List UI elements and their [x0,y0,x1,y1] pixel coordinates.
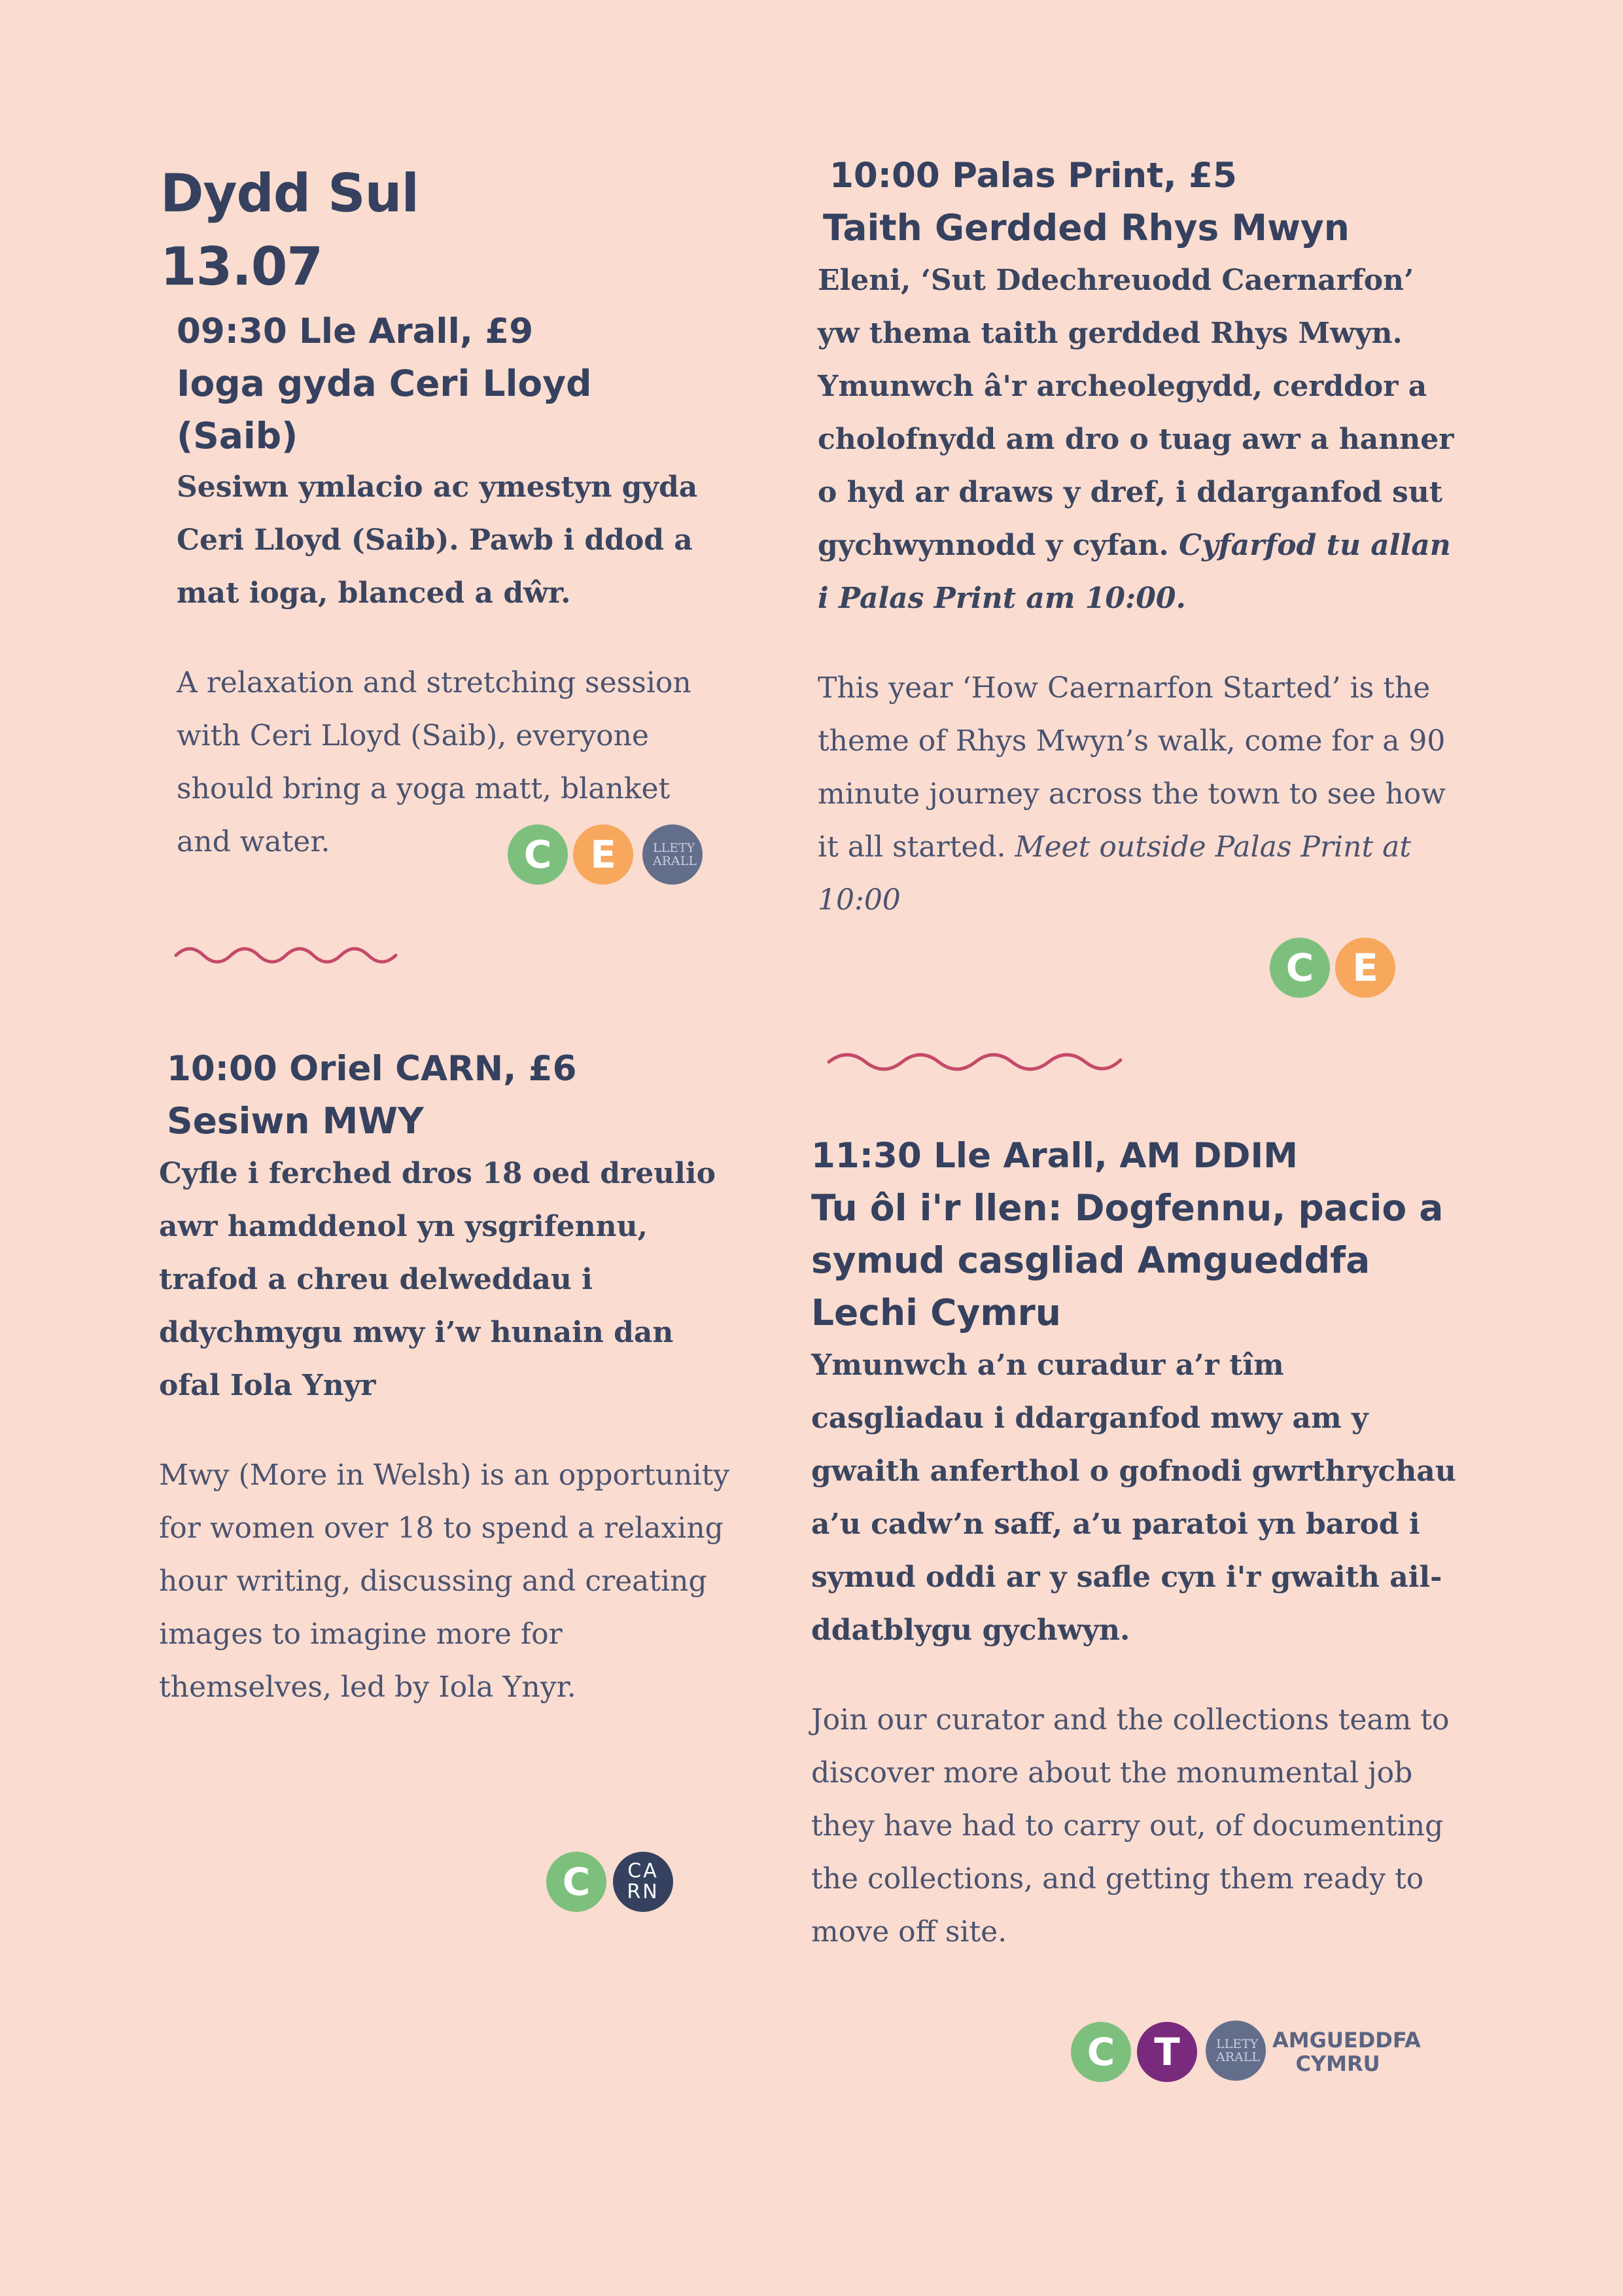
event-welsh-text: Ymunwch a’n curadur a’r tîm casgliadau i ddarganfod mwy am y gwaith anferthol o gofnodi gwrthrychau a’u cadw’n saff, a’u paratoi yn barod i symud oddi ar y safle cyn i'r gwaith ail-ddatblygu gychwyn. [811,1349,1456,1647]
event-curator [811,1131,1459,1958]
event-time-place: 11:30 Lle Arall, AM DDIM [811,1136,1298,1176]
event-welsh-body: Eleni, ‘Sut Ddechreuodd Caernarfon’ yw thema taith gerdded Rhys Mwyn. Ymunwch â'r archeolegydd, cerddor a cholofnydd am dro o tuag awr a hanner o hyd ar draws y dref, i ddarganfod sut gychwynnodd y cyfan. [818,264,1454,562]
badge-t-icon: T [1137,2022,1197,2082]
event-english-meeting: Meet outside Palas Print at 10:00 [818,830,1412,917]
event-english-text [818,662,1459,927]
badge-c-icon: C [546,1852,606,1912]
carn-logo-text: CA RN [627,1860,659,1903]
event-time-place: 09:30 Lle Arall, £9 [177,311,534,351]
event-english-body: This year ‘How Caernarfon Started’ is the theme of Rhys Mwyn’s walk, come for a 90 minute journey across the town to see how it all started. [818,671,1446,864]
event-title: Ioga gyda Ceri Lloyd (Saib) [177,362,592,457]
event-time-place: 10:00 Palas Print, £5 [829,156,1237,196]
badge-c-icon: C [1270,938,1330,998]
event-walk [818,150,1459,927]
day-heading [160,157,419,304]
badge-e-icon: E [1335,938,1395,998]
event-welsh-text: Cyfle i ferched dros 18 oed dreulio awr hamddenol yn ysgrifennu, trafod a chreu delweddau i ddychmygu mwy i’w hunain dan ofal Iola Ynyr [159,1157,716,1402]
event-title: Sesiwn MWY [167,1100,424,1142]
day-date: 13.07 [160,236,323,297]
event-english-text: Mwy (More in Welsh) is an opportunity for women over 18 to spend a relaxing hour writing, discussing and creating images to imagine more for themselves, led by Iola Ynyr. [159,1458,730,1704]
event-english-text: A relaxation and stretching session with Ceri Lloyd (Saib), everyone should bring a yoga matt, blanket and water. [177,666,691,858]
event-title: Taith Gerdded Rhys Mwyn [823,207,1350,249]
amgueddfa-cymru-logo-text: AMGUEDDFA CYMRU [1272,2028,1421,2076]
badge-c-icon: C [1071,2022,1131,2082]
event-time-place: 10:00 Oriel CARN, £6 [167,1049,577,1089]
lle-arall-logo-text: LLETY ARALL [1216,2037,1260,2064]
lle-arall-logo-icon [1206,2021,1266,2081]
carn-logo-icon [613,1852,673,1912]
event-welsh-text [818,254,1459,625]
amgueddfa-cymru-logo [1272,2028,1421,2076]
wave-divider [175,939,397,972]
badge-c-icon: C [508,824,568,885]
event-welsh-meeting: Cyfarfod tu allan i Palas Print am 10:00. [818,529,1451,615]
event-yoga [177,306,713,868]
event-mwy [159,1044,741,1714]
event-welsh-text: Sesiwn ymlacio ac ymestyn gyda Ceri Lloyd (Saib). Pawb i ddod a mat ioga, blanced a dŵr. [177,470,698,610]
lle-arall-logo-text: LLETY ARALL [653,841,697,868]
day-name: Dydd Sul [160,163,419,224]
event-title: Tu ôl i'r llen: Dogfennu, pacio a symud casgliad Amgueddfa Lechi Cymru [811,1187,1444,1333]
lle-arall-logo-icon [642,824,703,885]
badge-e-icon: E [573,824,633,885]
wave-divider [828,1046,1122,1078]
event-english-text: Join our curator and the collections team to discover more about the monumental job they have had to carry out, of documenting the collections, and getting them ready to move off site. [811,1703,1450,1949]
